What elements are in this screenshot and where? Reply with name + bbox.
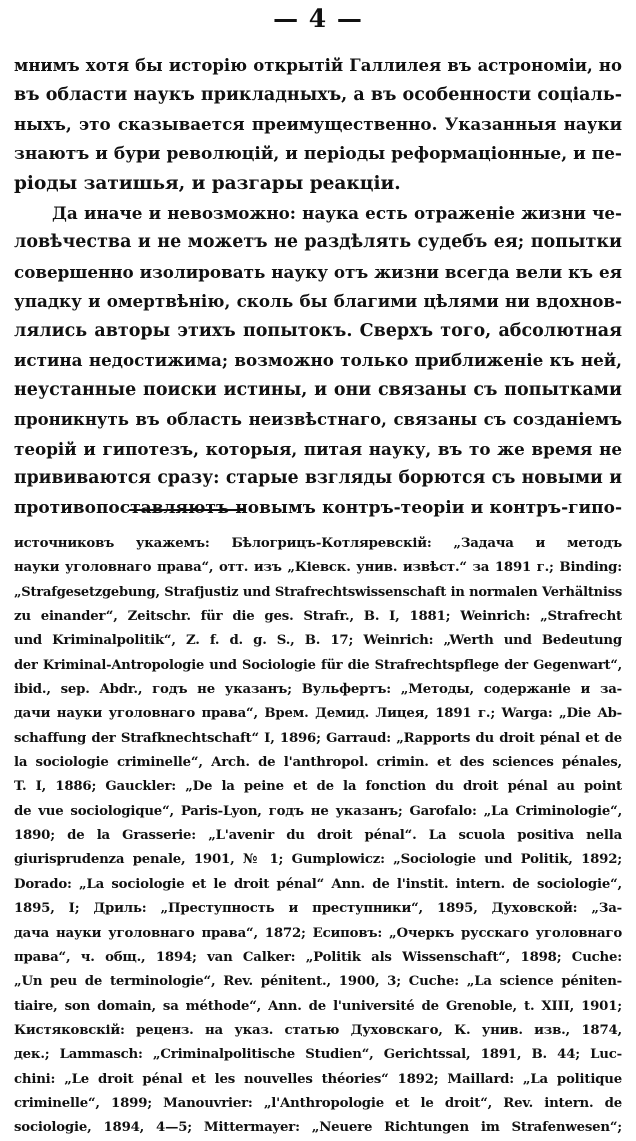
main-text — [14, 51, 622, 523]
paragraph — [14, 51, 622, 199]
footnote-line: der Kriminal-Antropologie und Sociologie für die Strafrechtspflege der Gegenwart“, — [14, 657, 622, 673]
footnote-line: Dorado: „La sociologie et le droit pénal“ Ann. de l'instit. intern. de sociologie“, — [14, 876, 622, 892]
footnote-line: „Strafgesetzgebung, Strafjustiz und Strafrechtswissenschaft in normalen Verhältniss — [14, 584, 622, 600]
text-line: совершенно изолировать науку отъ жизни всегда вели къ ея — [14, 261, 622, 282]
footnote-line: дек.; Lammasch: „Criminalpolitische Studien“, Gerichtssal, 1891, B. 44; Luc- — [14, 1047, 622, 1063]
text-line: упадку и омертвѣнію, сколь бы благими цѣлями ни вдохнов- — [14, 291, 622, 311]
footnote-line: 1890; de la Grasserie: „L'avenir du droit pénal“. La scuola positiva nella — [14, 828, 622, 844]
text-line: ныхъ, это сказывается преимущественно. Указанныя науки — [14, 114, 622, 134]
footnote-line: criminelle“, 1899; Manouvrier: „l'Anthropologie et le droit“, Rev. intern. de — [14, 1095, 622, 1111]
footnote-line: schaffung der Strafknechtschaft“ I, 1896; Garraud: „Rapports du droit pénal et de — [14, 730, 622, 746]
text-line: теорій и гипотезъ, которыя, питая науку, въ то же время не — [14, 438, 622, 459]
text-line: мнимъ хотя бы исторію открытій Галлилея въ астрономіи, но — [14, 56, 622, 75]
text-line: прививаются сразу: старые взгляды борются съ новыми и — [14, 468, 622, 488]
footnote-line: la sociologie criminelle“, Arch. de l'anthropol. crimin. et des sciences pénales, — [14, 755, 622, 771]
footnote-line: de vue sociologique“, Paris-Lyon, годъ не указанъ; Garofalo: „La Criminologie“, — [14, 803, 622, 819]
text-line: знаютъ и бури революцій, и періоды реформаціонные, и пе- — [14, 143, 622, 164]
text-line: неустанные поиски истины, и они связаны съ попытками — [14, 379, 622, 400]
footnote-line: und Kriminalpolitik“, Z. f. d. g. S., B. 17; Weinrich: „Werth und Bedeutung — [14, 633, 622, 649]
text-line: Да иначе и невозможно: наука есть отраженіе жизни че- — [52, 202, 622, 223]
footnote-line: права“, ч. общ., 1894; van Calker: „Politik als Wissenschaft“, 1898; Cuche: — [14, 949, 622, 965]
footnote-line: sociologie, 1894, 4—5; Mittermayer: „Neuere Richtungen im Strafenwesen“; — [14, 1120, 622, 1136]
footnote-line: 1895, I; Дриль: „Преступность и преступники“, 1895, Духовской: „За- — [14, 901, 622, 917]
footnote-line: „Un peu de terminologie“, Rev. pénitent., 1900, 3; Cuche: „La science péniten- — [14, 974, 622, 990]
text-line: въ области наукъ прикладныхъ, а въ особенности соціаль- — [14, 84, 622, 105]
footnote-line: источниковъ укажемъ: Бѣлогрицъ-Котляревскій: „Задача и методъ — [14, 536, 622, 551]
footnote-line: zu einander“, Zeitschr. für die ges. Strafr., B. I, 1881; Weinrich: „Strafrecht — [14, 609, 622, 625]
text-line: ріоды затишья, и разгары реакціи. — [14, 173, 401, 194]
text-line: противопоставляютъ новымъ контръ-теоріи и контръ-гипо- — [14, 497, 622, 518]
footnote-line: дачи науки уголовнаго права“, Врем. Демид. Лицея, 1891 г.; Warga: „Die Ab- — [14, 706, 622, 722]
footnote-line: дача науки уголовнаго права“, 1872; Есиповъ: „Очеркъ русскаго уголовнаго — [14, 925, 622, 941]
footnote-line: chini: „Le droit pénal et les nouvelles théories“ 1892; Maillard: „La politique — [14, 1071, 622, 1087]
footnote — [14, 532, 622, 1141]
text-line: лялись авторы этихъ попытокъ. Сверхъ того, абсолютная — [14, 320, 622, 341]
text-line: ловѣчества и не можетъ не раздѣлять судебъ ея; попытки — [14, 232, 622, 252]
footnote-line: tiaire, son domain, sa méthode“, Ann. de l'université de Grenoble, t. XIII, 1901; — [14, 998, 622, 1014]
footnote-line: ibid., sep. Abdr., годъ не указанъ; Вульфертъ: „Методы, содержаніе и за- — [14, 682, 622, 698]
paragraph — [14, 199, 622, 524]
footnote-line: T. I, 1886; Gauckler: „De la peine et de la fonction du droit pénal au point — [14, 779, 622, 795]
page-number: — 4 — — [273, 4, 363, 33]
footnote-line: Кистяковскій: реценз. на указ. статью Духовскаго, К. унив. изв., 1874, — [14, 1022, 622, 1038]
text-line: истина недостижима; возможно только приближеніе къ ней, — [14, 350, 622, 370]
text-line: проникнуть въ область неизвѣстнаго, связаны съ созданіемъ — [14, 410, 622, 429]
footnote-line: giurisprudenza penale, 1901, № 1; Gumplowicz: „Sociologie und Politik, 1892; — [14, 852, 622, 868]
footnote-line: науки уголовнаго права“, отт. изъ „Кіевск. унив. извѣст.“ за 1891 г.; Binding: — [14, 560, 622, 576]
footnote-divider — [129, 509, 246, 511]
